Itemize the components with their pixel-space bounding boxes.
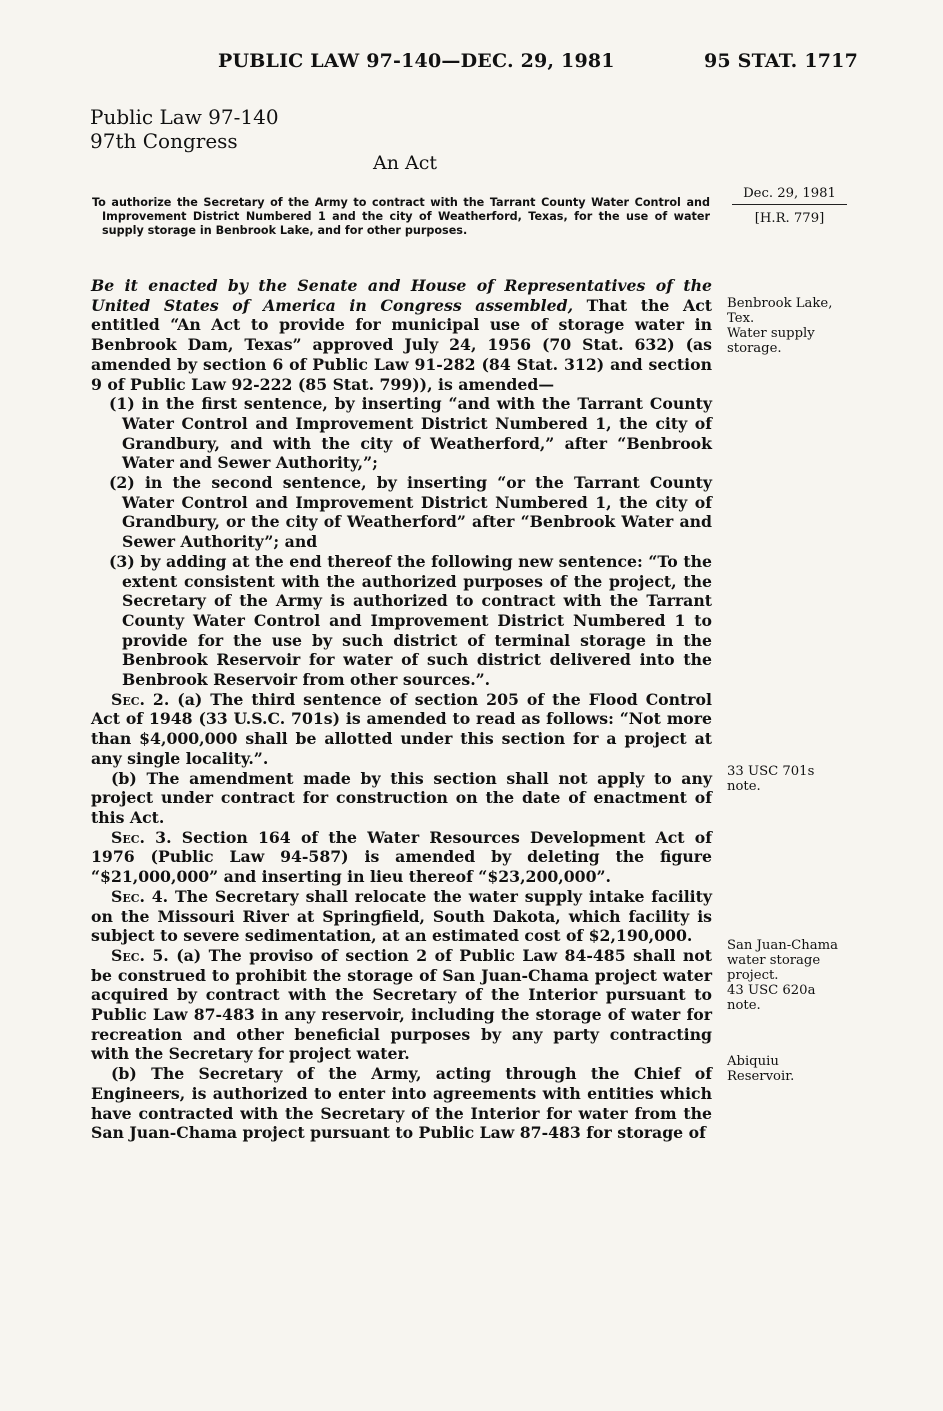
section-2-label: Sec. 2. — [111, 689, 170, 709]
enactment-date: Dec. 29, 1981 — [732, 186, 847, 205]
section-2a: Sec. 2. (a) The third sentence of section 205 of the Flood Control Act of 1948 (33 U.S.C. 701s) is amended to read as follows: “Not more than $4,000,000 shall be allotted under this section for a project at any single locality.”. — [91, 689, 712, 768]
running-head-law-date: PUBLIC LAW 97-140—DEC. 29, 1981 — [218, 50, 615, 72]
running-head-stat-page: 95 STAT. 1717 — [704, 50, 858, 72]
margin-note-abiquiu: Abiquiu Reservoir. — [727, 1054, 795, 1084]
act-body — [91, 276, 712, 1143]
amendment-item-2: (2) in the second sentence, by inserting “or the Tarrant County Water Control and Improvement District Numbered 1, the city of Grandbury, or the city of Weatherford” after “Benbrook Water and Sewer Authority”; and — [109, 473, 712, 552]
congress-number: 97th Congress — [90, 129, 238, 153]
section-3-label: Sec. 3. — [111, 827, 172, 847]
law-identifier — [90, 105, 279, 153]
enacting-clause — [91, 276, 712, 394]
section-5-label: Sec. 5. — [111, 945, 169, 965]
enacting-formula: Be it enacted by the Senate and House of Representatives of the United States of America in Congress assembled, — [91, 276, 712, 315]
section-3: Sec. 3. Section 164 of the Water Resources Development Act of 1976 (Public Law 94-587) is amended by deleting the figure “$21,000,000” and inserting in lieu thereof “$23,200,000”. — [91, 827, 712, 887]
purpose-clause: To authorize the Secretary of the Army to contract with the Tarrant County Water Control and Improvement District Numbered 1 and the city of Weatherford, Texas, for the use of water supply storage in Benbrook Lake, and for other purposes. — [92, 196, 710, 237]
margin-note-date — [732, 186, 847, 226]
section-5a: Sec. 5. (a) The proviso of section 2 of Public Law 84-485 shall not be construed to prohibit the storage of San Juan-Chama project water acquired by contract with the Secretary of the Interior pursuant to Public Law 87-483 in any reservoir, including the storage of water for recreation and other beneficial purposes by any party contracting with the Secretary for project water. — [91, 945, 712, 1064]
margin-note-san-juan: San Juan-Chama water storage project. 43 USC 620a note. — [727, 938, 838, 1013]
section-4-label: Sec. 4. — [111, 886, 169, 906]
amendment-item-1: (1) in the first sentence, by inserting “and with the Tarrant County Water Control and Improvement District Numbered 1, the city of Grandbury, and with the city of Weatherford,” after “Benbrook Water and Sewer Authority,”; — [109, 394, 712, 473]
margin-note-usc-701s: 33 USC 701s note. — [727, 764, 815, 794]
section-2b: (b) The amendment made by this section shall not apply to any project under contract for construction on the date of enactment of this Act. — [91, 768, 712, 827]
public-law-number: Public Law 97-140 — [90, 105, 279, 129]
section-5b: (b) The Secretary of the Army, acting through the Chief of Engineers, is authorized to enter into agreements with entities which have contracted with the Secretary of the Interior for water from the San Juan-Chama project pursuant to Public Law 87-483 for storage of — [91, 1064, 712, 1143]
bill-number: [H.R. 779] — [754, 211, 825, 226]
enacting-text: That the Act entitled “An Act to provide for municipal use of storage water in Benbrook Dam, Texas” approved July 24, 1956 (70 Stat. 632) (as amended by section 6 of Public Law 91-282 (84 Stat. 312) and section 9 of Public Law 92-222 (85 Stat. 799)), is amended— — [91, 295, 712, 394]
section-4: Sec. 4. The Secretary shall relocate the water supply intake facility on the Missouri River at Springfield, South Dakota, which facility is subject to severe sedimentation, at an estimated cost of $2,190,000. — [91, 886, 712, 946]
act-title: An Act — [373, 152, 437, 174]
amendment-item-3: (3) by adding at the end thereof the following new sentence: “To the extent consistent with the authorized purposes of the project, the Secretary of the Army is authorized to contract with the Tarrant County Water Control and Improvement District Numbered 1 to provide for the use by such district of terminal storage in the Benbrook Reservoir for water of such district delivered into the Benbrook Reservoir from other sources.”. — [109, 551, 712, 690]
margin-note-benbrook: Benbrook Lake, Tex. Water supply storage. — [727, 296, 833, 356]
